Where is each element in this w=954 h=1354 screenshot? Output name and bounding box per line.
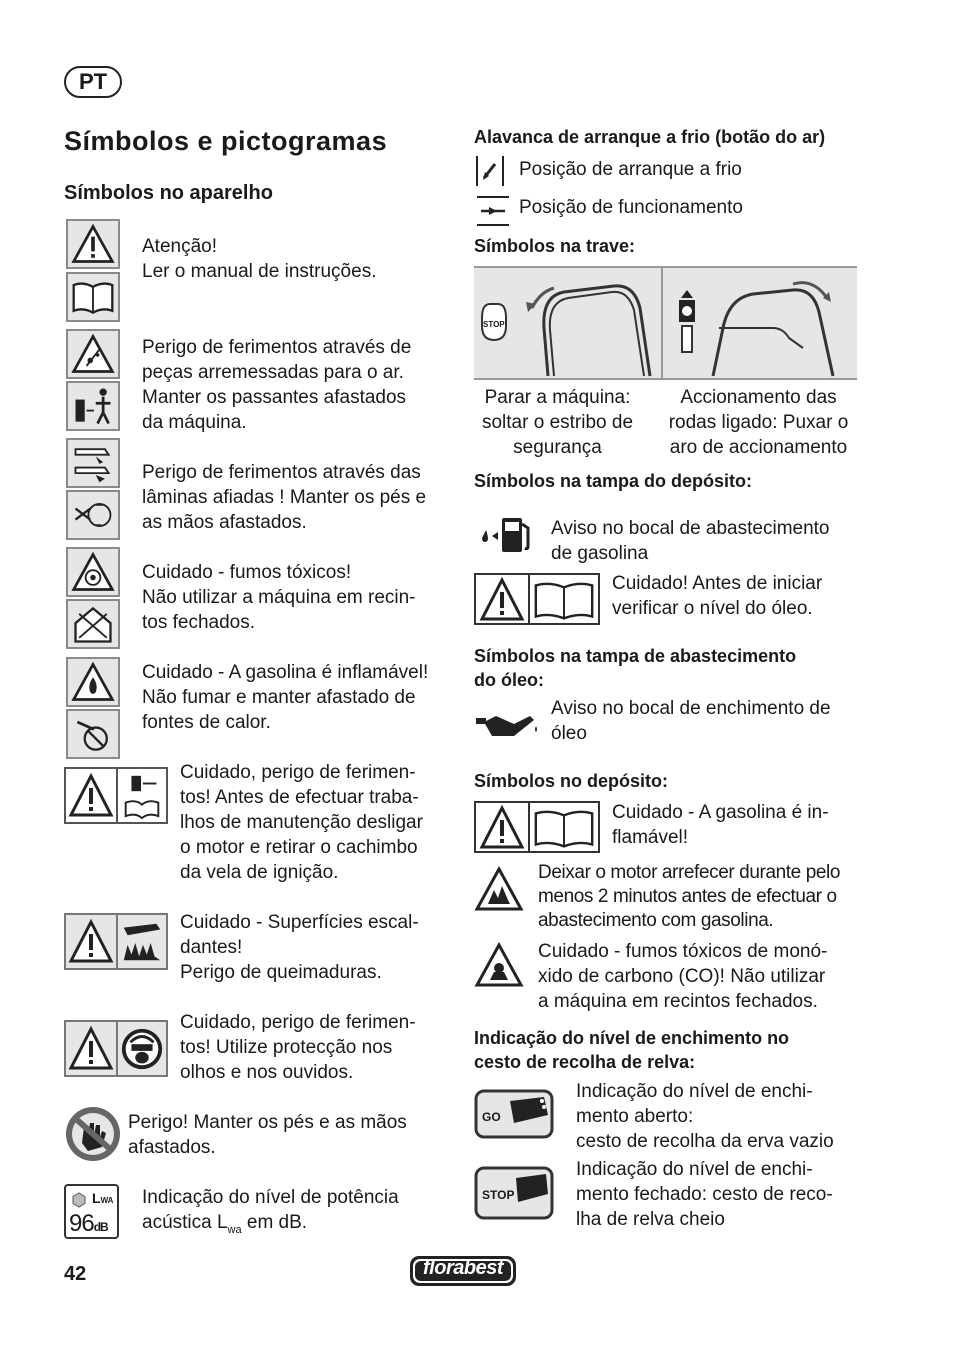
handle-drive-caption: Accionamento das rodas ligado: Puxar o aro de accionamento [668,387,849,458]
handle-drive-illustration [663,268,855,378]
tank-flammable-text: Cuidado - A gasolina é in- flamável! [612,802,829,848]
handle-heading: Símbolos na trave: [474,236,636,256]
warning-icon [66,1022,118,1075]
thrown-objects-warning-icon [66,329,120,379]
fill-indicator-open-icon [474,1087,554,1141]
grass-box-heading: Indicação do nível de enchimento no cesto de recolha de relva: [474,1028,790,1072]
warning-icon [66,769,118,822]
eye-ear-protection-icon [118,1022,166,1075]
fuel-pump-icon [476,512,534,556]
oil-can-icon [474,708,542,744]
oil-cap-text: Aviso no bocal de enchimento de óleo [551,698,831,744]
sound-power-badge [64,1184,119,1239]
toxic-fumes-icon [66,547,120,597]
warning-icon [66,219,120,269]
brand-logo [408,1250,518,1288]
badge-value: 96 [69,1210,94,1237]
engine-cool-text: Deixar o motor arrefecer durante pelo menos 2 minutos antes de efectuar o abastecimento com gasolina. [538,862,841,931]
symbol-text-thrown-objects: Perigo de ferimentos através de peças arremessadas para o ar. Manter os passantes afastados da máquina. [142,337,412,433]
manual-book-icon [530,575,598,623]
stop-label: STOP [482,1188,515,1202]
sound-power-text: Indicação do nível de potência acústica L [142,1187,399,1233]
page-title: Símbolos e pictogramas [64,126,388,156]
symbol-text-sound-power [142,1185,399,1243]
fill-closed-text: Indicação do nível de enchi- mento fechado: cesto de reco- lha de relva cheio [576,1159,833,1230]
flammable-icon [66,657,120,707]
fuel-cap-text: Aviso no bocal de abastecimento de gasolina [551,518,830,564]
tank-cap-heading: Símbolos na tampa do depósito: [474,471,753,491]
tank-heading: Símbolos no depósito: [474,771,668,791]
fill-open-text: Indicação do nível de enchi- mento aberto: cesto de recolha da erva vazio [576,1081,834,1152]
choke-cold-icon [475,154,505,188]
brand-name: florabest [423,1257,503,1279]
symbol-text-sharp-blades: Perigo de ferimentos através das lâminas afiadas ! Manter os pés e as mãos afastados. [142,462,427,533]
section-subtitle: Símbolos no aparelho [64,182,273,204]
badge-unit: dB [93,1220,108,1234]
choke-run-icon [475,195,511,227]
symbol-text-eye-ear-protection: Cuidado, perigo de ferimen- tos! Utilize protecção nos olhos e nos ouvidos. [180,1012,416,1083]
symbol-text-hot-surfaces: Cuidado - Superfícies escal- dantes! Perigo de queimaduras. [180,912,419,983]
spark-plug-manual-icon [118,769,166,822]
fill-indicator-closed-icon [474,1164,554,1222]
speaker-icon [71,1192,87,1208]
page-number: 42 [64,1263,87,1285]
symbol-text-toxic-fumes: Cuidado - fumos tóxicos! Não utilizar a máquina em recin- tos fechados. [142,562,416,633]
sound-power-sub: wa [227,1223,242,1236]
symbol-text-keep-hands-feet: Perigo! Manter os pés e as mãos afastados. [128,1112,407,1158]
warning-icon [476,575,530,623]
choke-heading: Alavanca de arranque a frio (botão do ar) [474,127,826,147]
engine-cool-warning-icon [474,866,524,912]
handle-stop-caption: Parar a máquina: soltar o estribo de segurança [481,387,634,458]
co-fumes-warning-icon [474,942,524,988]
oil-check-symbol [474,573,600,625]
oil-cap-heading: Símbolos na tampa de abastecimento do óleo: [474,646,797,690]
go-label: GO [482,1110,501,1124]
no-indoor-use-icon [66,599,120,649]
hot-surface-icon [118,915,166,968]
badge-label-sub: WA [100,1196,114,1205]
handle-stop-label: STOP [483,320,505,329]
symbol-text-flammable: Cuidado - A gasolina é inflamável! Não fumar e manter afastado de fontes de calor. [142,662,429,733]
choke-cold-text: Posição de arranque a frio [519,159,742,180]
choke-run-text: Posição de funcionamento [519,197,743,218]
warning-icon [476,803,530,851]
manual-book-icon [530,803,598,851]
symbol-text-maintenance: Cuidado, perigo de ferimen- tos! Antes de efectuar traba- lhos de manutenção desligar o motor e retirar o cachimbo da vela de ignição. [180,762,423,883]
no-smoking-icon [66,709,120,759]
language-badge: PT [64,66,122,98]
manual-book-icon [66,272,120,322]
hand-prohibited-icon [64,1105,122,1163]
keep-distance-icon [66,381,120,431]
oil-check-text: Cuidado! Antes de iniciar verificar o nível do óleo. [612,573,823,619]
rotating-blade-icon [66,490,120,540]
badge-label: L [92,1190,101,1206]
handle-diagram [474,266,857,380]
symbol-text-attention: Atenção! Ler o manual de instruções. [142,236,377,282]
warning-icon [66,915,118,968]
co-fumes-text: Cuidado - fumos tóxicos de monó- xido de carbono (CO)! Não utilizar a máquina em recintos fechados. [538,941,828,1012]
tank-flammable-symbol [474,801,600,853]
sound-power-unit-text: em dB. [241,1212,308,1233]
blade-hand-foot-icon [66,438,120,488]
